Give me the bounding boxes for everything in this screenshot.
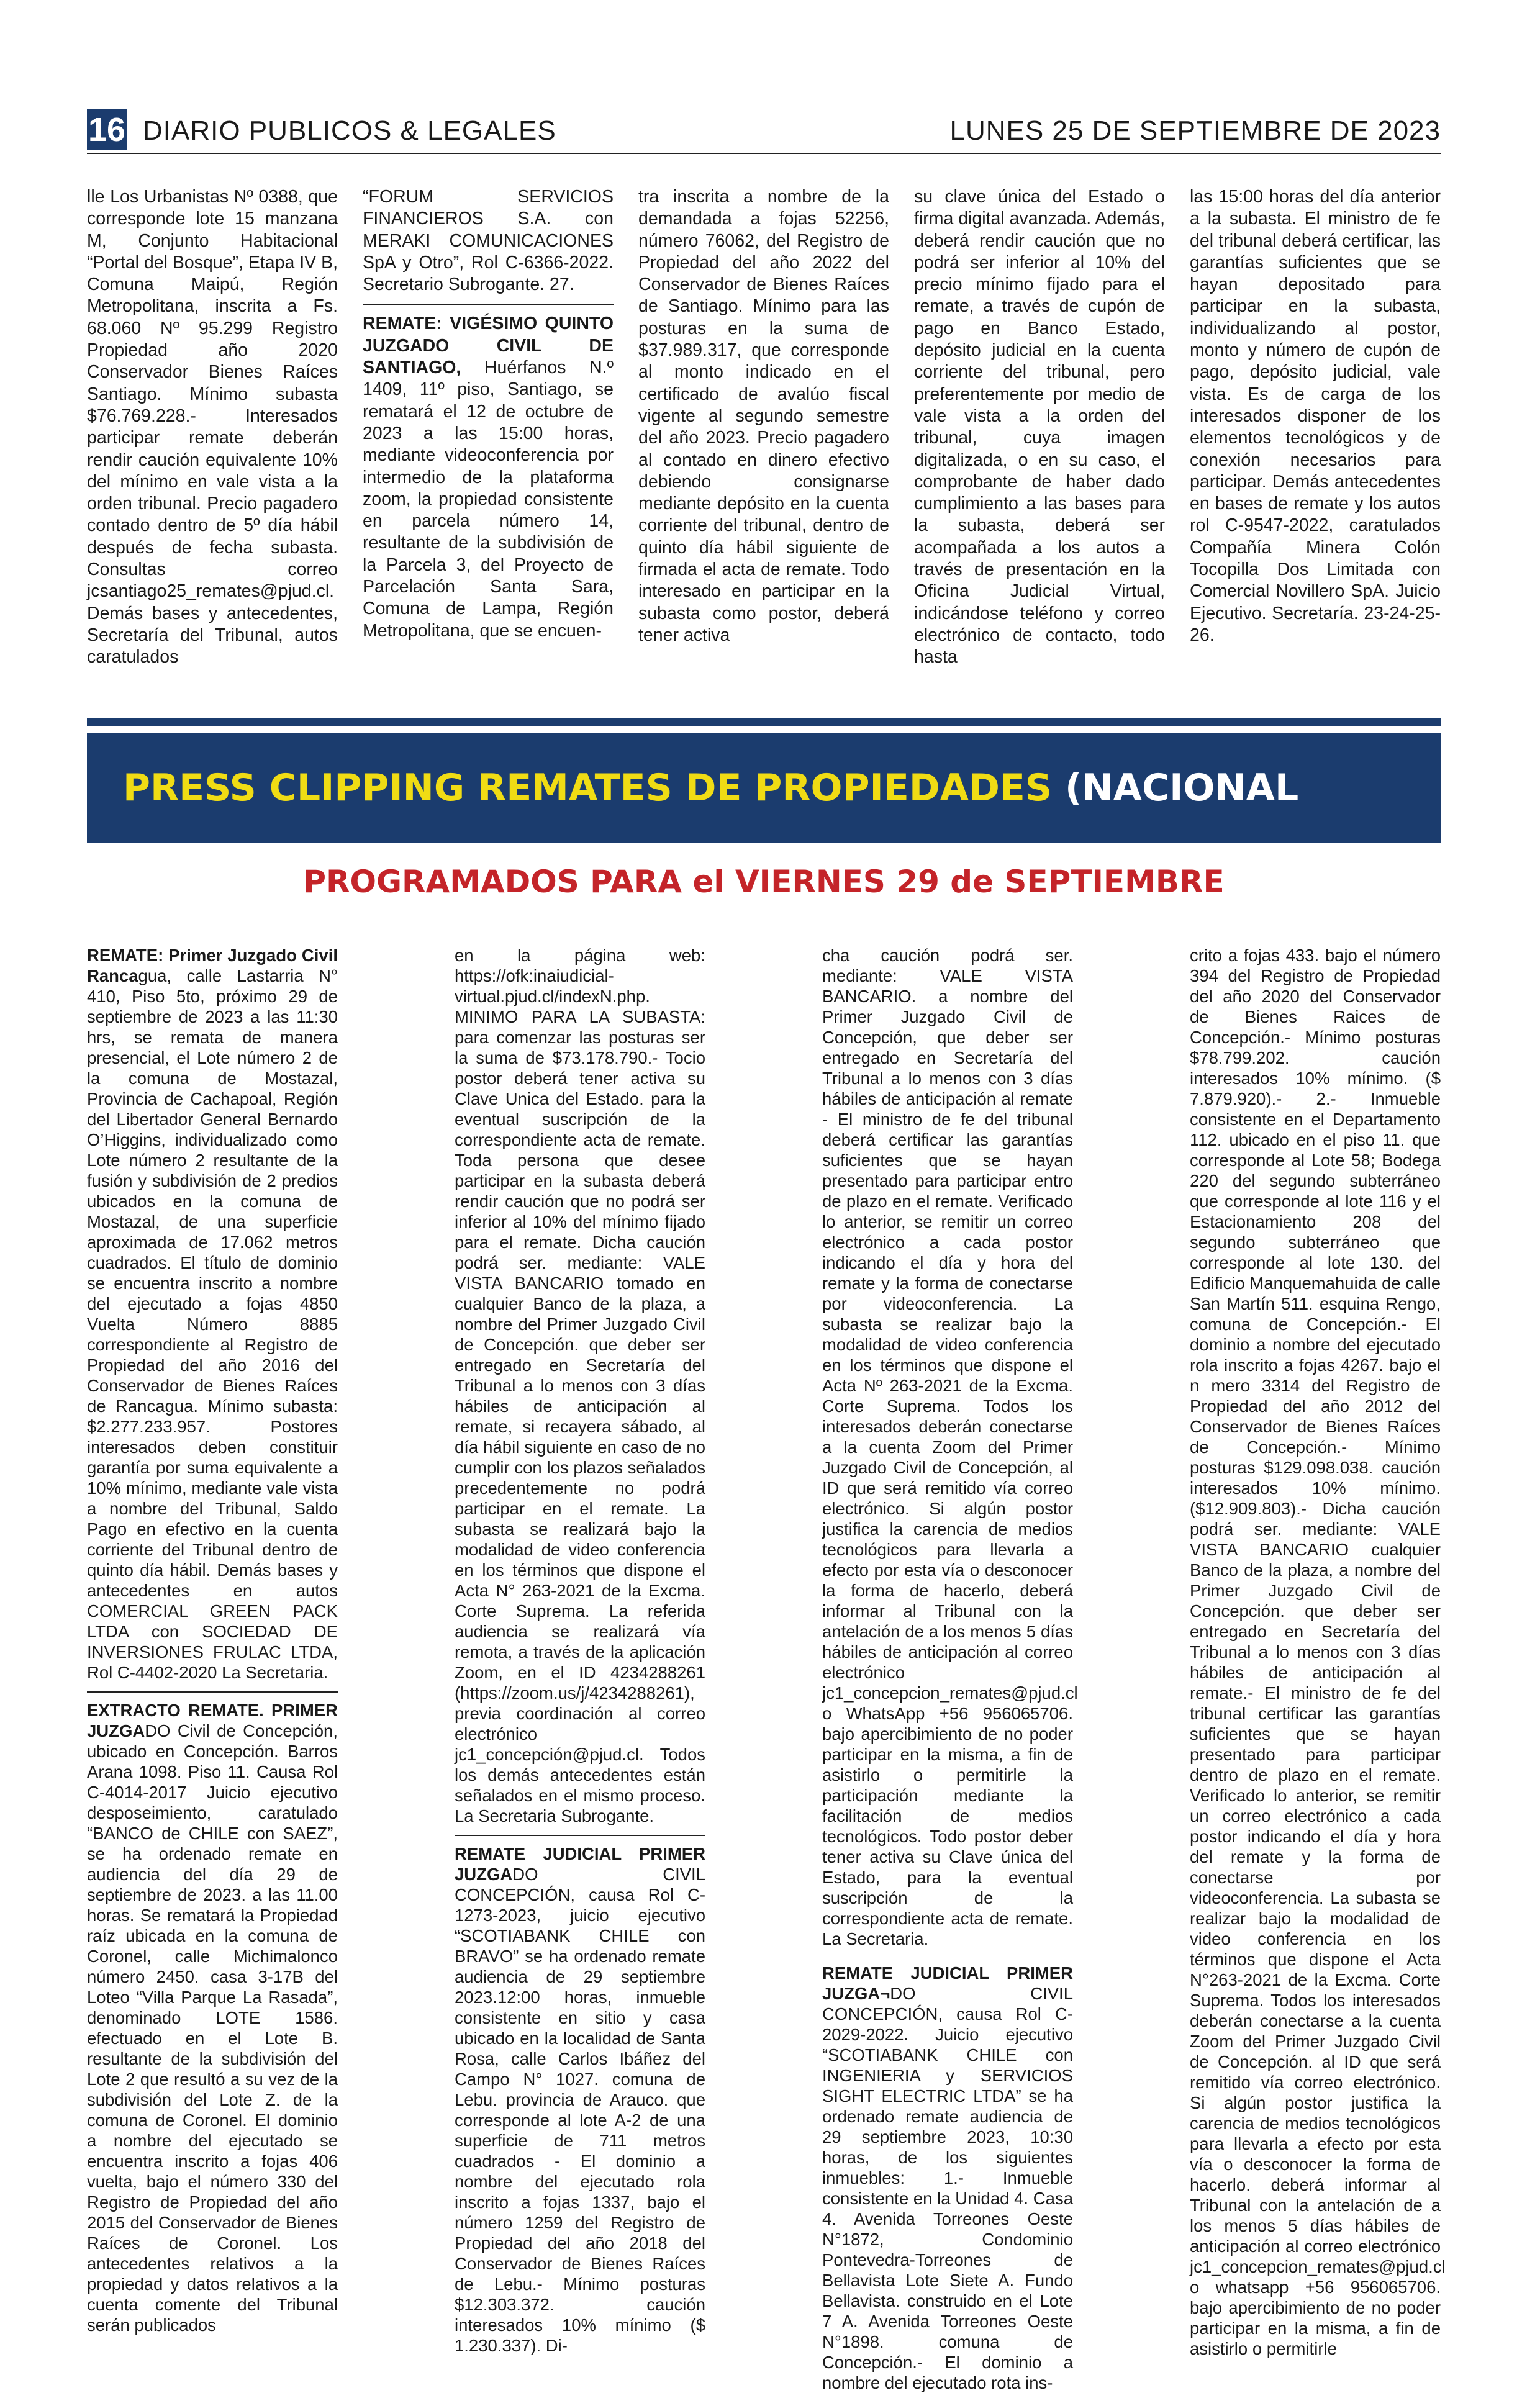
notice-body: las 15:00 horas del día anterior a la subasta. El ministro de fe del tribunal deberá certificar, las garantías suficientes que se hayan depositado para participar en la subasta, individualizando al postor, monto y número de cupón de pago, depósito judicial, vale vista. Es de carga de los interesados disponer de los elementos tecnológicos y de conexión necesarios para participar. Demás antecedentes en bases de remate y los autos rol C-9547-2022, caratulados Compañía Minera Colón Tocopilla Dos Limitada con Comercial Novillero SpA. Juicio Ejecutivo. Secretaría. 23-24-25-26. — [1190, 187, 1441, 645]
notice-body: DO Civil de Concepción, ubicado en Concepción. Barros Arana 1098. Piso 11. Causa Rol C-4014-2017 Juicio ejecutivo desposeimiento, caratulado “BANCO de CHILE con SAEZ”, se ha ordenado remate en audiencia del día 29 de septiembre de 2023. a las 11.00 horas. Se rematará la Propiedad raíz ubicada en la comuna de Coronel, calle Michimalonco número 2450. casa 3-17B del Loteo “Villa Parque La Rasada”, denominado LOTE 1586. efectuado en el Lote B. resultante de la subdivisión del Lote 2 que resultó a su vez de la subdivisión del Lote Z. de la comuna de Coronel. El dominio a nombre del ejecutado se encuentra inscrito a fojas 406 vuelta, bajo el número 330 del Registro de Propiedad del año 2015 del Conservador de Bienes Raíces de Coronel. Los antecedentes relativos a la propiedad y datos relativos a la cuenta comente del Tribunal serán publicados — [87, 1721, 338, 2335]
notice-paragraph — [914, 186, 1165, 669]
notice-lead: REMATE: VIGÉSIMO QUINTO JUZGADO CIVIL DE SANTIAGO, — [363, 314, 614, 378]
notice-body: gua, calle Lastarria N° 410, Piso 5to, próximo 29 de septiembre de 2023 a las 11:30 hrs, se remata de manera presencial, el Lote número 2 de la comuna de Mostazal, Provincia de Cachapoal, Región del Libertador General Bernardo O’Higgins, individualizado como Lote número 2 resultante de la fusión y subdivisión de 2 predios ubicados en la comuna de Mostazal, de una superficie aproximada de 17.062 metros cuadrados. El título de dominio se encuentra inscrito a nombre del ejecutado a fojas 4850 Vuelta Número 8885 correspondiente al Registro de Propiedad del año 2016 del Conservador de Bienes Raíces de Rancagua. Mínimo subasta: $2.277.233.957. Postores interesados deben constituir garantía por suma equivalente a 10% mínimo, mediante vale vista a nombre del Tribunal, Saldo Pago en efectivo en la cuenta corriente del Tribunal dentro de quinto día hábil. Demás bases y antecedentes en autos COMERCIAL GREEN PACK LTDA con SOCIEDAD DE INVERSIONES FRULAC LTDA, Rol C-4402-2020 La Secretaria. — [87, 966, 338, 1682]
text-column — [87, 186, 338, 677]
notice-lead: REMATE JUDICIAL PRIMER JUZGA — [455, 1844, 705, 1884]
section-rule — [87, 718, 1441, 726]
notice-body: DO CIVIL CONCEPCIÓN, causa Rol C-1273-2023, juicio ejecutivo “SCOTIABANK CHILE con BRAVO” se ha ordenado remate audiencia de 29 septiembre 2023.12:00 horas, inmueble consistente en sitio y casa ubicado en la localidad de Santa Rosa, calle Carlos Ibáñez del Campo N° 1027. comuna de Lebu. provincia de Arauco. que corresponde al lote A-2 de una superficie de 711 metros cuadrados - El dominio a nombre del ejecutado rola inscrito a fojas 1337, bajo el número 1259 del Registro de Propiedad del año 2018 del Conservador de Bienes Raíces de Lebu.- Mínimo posturas $12.303.372. caución interesados 10% mínimo ($ 1.230.337). Di- — [455, 1865, 705, 2355]
notice-divider — [87, 1691, 338, 1693]
text-column — [914, 186, 1165, 677]
text-column — [455, 945, 705, 2355]
notice-paragraph — [455, 945, 705, 1826]
notice-body: su clave única del Estado o firma digital avanzada. Además, deberá rendir caución que no podrá ser inferior al 10% del precio mínimo fijado para el remate, a través de cupón de pago en Banco Estado, depósito judicial en la cuenta corriente del tribunal, pero preferentemente por medio de vale vista a la orden del tribunal, cuya imagen digitalizada, o en su caso, el comprobante de haber dado cumplimiento a las bases para la subasta, deberá ser acompañada a los autos a través de presentación en la Oficina Judicial Virtual, indicándose teléfono y correo electrónico de contacto, todo hasta — [914, 187, 1165, 667]
notice-paragraph — [1190, 186, 1441, 646]
text-column — [1190, 186, 1441, 677]
notice-body: crito a fojas 433. bajo el número 394 del Registro de Propiedad del año 2020 del Conservador de Bienes Raices de Concepción.- Mínimo posturas $78.799.202. caución interesados 10% mínimo. ($ 7.879.920).- 2.- Inmueble consistente en el Departamento 112. ubicado en el piso 11. que corresponde al Lote 58; Bodega 220 del segundo subterráneo que corresponde al lote 116 y el Estacionamiento 208 del segundo subterráneo que corresponde al lote 130. del Edificio Manquemahuida de calle San Martín 511. esquina Rengo, comuna de Concepción.- El dominio a nombre del ejecutado rola inscrito a fojas 4267. bajo el n mero 3314 del Registro de Propiedad del año 2012 del Conservador de Bienes Raíces de Concepción.- Mínimo posturas $129.098.038. caución interesados 10% mínimo. ($12.909.803).- Dicha caución podrá ser. mediante: VALE VISTA BANCARIO cualquier Banco de la plaza, a nombre del Primer Juzgado Civil de Concepción. que deber ser entregado en Secretaría del Tribunal a lo menos con 3 días hábiles de anticipación al remate.- El ministro de fe del tribunal certificar las garantías suficientes que se hayan presentado para participar dentro de plazo en el remate. Verificado lo anterior, se remitir un correo electrónico a cada postor indicando el día y hora del remate y la forma de conectarse por videoconferencia. La subasta se realizar bajo la modalidad de video conferencia en los términos que dispone el Acta N°263-2021 de la Excma. Corte Suprema. Todos los interesados deberán conectarse a la cuenta Zoom del Primer Juzgado Civil de Concepción. al ID que será remitido vía correo electrónico. Si algún postor justifica la carencia de medios tecnológicos para llevarla a efecto por esta vía o desconocer la forma de hacerlo. deberá informar al Tribunal con la antelación de a los menos 5 días hábiles de anticipación al correo electrónico jc1_concepcion_remates@pjud.cl o whatsapp +56 956065706. bajo apercibimiento de no poder participar en la misma, a fin de asistirlo o permitirle — [1190, 946, 1446, 2358]
text-column — [87, 945, 338, 2335]
publication-name: DIARIO PUBLICOS & LEGALES — [143, 115, 556, 146]
notice-paragraph — [87, 186, 338, 669]
section-banner — [87, 733, 1441, 843]
notice-lead: REMATE: Primer Juzgado Civil Ranca — [87, 946, 338, 985]
section-subtitle: PROGRAMADOS PARA el VIERNES 29 de SEPTIEMBRE — [303, 864, 1225, 900]
notice-body: lle Los Urbanistas Nº 0388, que corresponde lote 15 manzana M, Conjunto Habitacional “Portal del Bosque”, Etapa IV B, Comuna Maipú, Región Metropolitana, inscrita a Fs. 68.060 Nº 95.299 Registro Propiedad año 2020 Conservador Bienes Raíces Santiago. Mínimo subasta $76.769.228.- Interesados participar remate deberán rendir caución equivalente 10% del mínimo en vale vista a la orden tribunal. Precio pagadero contado dentro de 5º día hábil después de fecha subasta. Consultas correo jcsantiago25_remates@pjud.cl. Demás bases y antecedentes, Secretaría del Tribunal, autos caratulados — [87, 187, 338, 667]
notice-divider — [455, 1835, 705, 1836]
page-number: 16 — [87, 109, 127, 150]
text-column — [822, 945, 1078, 2392]
text-column — [638, 186, 889, 677]
notice-lead: EXTRACTO REMATE. PRIMER JUZGA — [87, 1701, 338, 1740]
notice-body: tra inscrita a nombre de la demandada a fojas 52256, número 76062, del Registro de Propiedad del año 2022 del Conservador de Bienes Raíces de Santiago. Mínimo para las posturas en la suma de $37.989.317, que corresponde al monto indicado en el certificado de avalúo fiscal vigente al segundo semestre del año 2023. Precio pagadero al contado en dinero efectivo debiendo consignarse mediante depósito en la cuenta corriente del tribunal, dentro de quinto día hábil siguiente de firmada el acta de remate. Todo interesado en participar en la subasta como postor, deberá tener activa — [638, 187, 889, 645]
notice-paragraph — [455, 1843, 705, 2356]
notice-divider — [363, 304, 614, 305]
banner-title-tail: (NACIONAL — [1052, 766, 1299, 810]
notice-paragraph — [1190, 945, 1446, 2359]
notice-body: cha caución podrá ser. mediante: VALE VISTA BANCARIO. a nombre del Primer Juzgado Civil de Concepción, que deber ser entregado en Secretaría del Tribunal a lo menos con 3 días hábiles de anticipación al remate - El ministro de fe del tribunal deberá certificar las garantías suficientes que se hayan presentado para participar entro de plazo en el remate. Verificado lo anterior, se remitir un correo electrónico a cada postor indicando el día y hora del remate y la forma de conectarse por videoconferencia. La subasta se realizar bajo la modalidad de video conferencia en los términos que dispone el Acta Nº 263-2021 de la Excma. Corte Suprema. Todos los interesados deberán conectarse a la cuenta Zoom del Primer Juzgado Civil de Concepción, al ID que será remitido vía correo electrónico. Si algún postor justifica la carencia de medios tecnológicos para llevarla a efecto por esta vía o desconocer la forma de hacerlo, deberá informar al Tribunal con la antelación de a los menos 5 días hábiles de anticipación al correo electrónico jc1_concepcion_remates@pjud.cl o WhatsApp +56 956065706. bajo apercibimiento de no poder participar en la misma, a fin de asistirlo o permitirle la participación mediante la facilitación de medios tecnológicos. Todo postor deber tener activa su Clave única del Estado, para la eventual suscripción de la correspondiente acta de remate. La Secretaria. — [822, 946, 1078, 1948]
notice-paragraph — [87, 1700, 338, 2335]
notice-lead: REMATE JUDICIAL PRIMER JUZGA¬ — [822, 1963, 1073, 2003]
banner-title-main: PRESS CLIPPING REMATES DE PROPIEDADES — [123, 766, 1053, 810]
notice-body: DO CIVIL CONCEPCIÓN, causa Rol C- 2029-2022. Juicio ejecutivo “SCOTIABANK CHILE con INGENIERIA y SERVICIOS SIGHT ELECTRIC LTDA” se ha ordenado remate audiencia de 29 septiembre 2023, 10:30 horas, de los siguientes inmuebles: 1.- Inmueble consistente en la Unidad 4. Casa 4. Avenida Torreones Oeste N°1872, Condominio Pontevedra-Torreones de Bellavista Lote Siete A. Fundo Bellavista. construido en el Lote 7 A. Avenida Torreones Oeste N°1898. comuna de Concepción.- El dominio a nombre del ejecutado rota ins- — [822, 1984, 1073, 2392]
text-column — [1190, 945, 1446, 2358]
notice-paragraph — [87, 945, 338, 1683]
banner-title — [123, 733, 1298, 843]
publication-date: LUNES 25 DE SEPTIEMBRE DE 2023 — [949, 115, 1441, 146]
top-article-columns — [87, 186, 1441, 677]
text-column — [363, 186, 614, 677]
notice-paragraph — [822, 1963, 1073, 2393]
notice-body: Huérfanos N.º 1409, 11º piso, Santiago, se rematará el 12 de octubre de 2023 a las 15:00 horas, mediante videoconferencia por intermedio de la plataforma zoom, la propiedad consistente en parcela número 14, resultante de la subdivisión de la Parcela 3, del Proyecto de Parcelación Santa Sara, Comuna de Lampa, Región Metropolitana, que se encuen- — [363, 358, 614, 641]
notice-paragraph — [638, 186, 889, 646]
notice-paragraph — [363, 313, 614, 641]
page-header — [87, 109, 1441, 154]
bottom-article-columns — [87, 945, 1446, 2392]
notice-body: en la página web: https://ofk:inaiudicial-virtual.pjud.cl/indexN.php. MINIMO PARA LA SUBASTA: para comenzar las posturas ser la suma de $73.178.790.- Tocio postor deberá tener activa su Clave Unica del Estado. para la eventual suscripción de la correspondiente acta de remate. Toda persona que desee participar en la subasta deberá rendir caución que no podrá ser inferior al 10% del mínimo fijado para el remate. Dicha caución podrá ser. mediante: VALE VISTA BANCARIO tomado en cualquier Banco de la plaza, a nombre del Primer Juzgado Civil de Concepción. que deber ser entregado en Secretaría del Tribunal a lo menos con 3 días hábiles de anticipación al remate, si recayera sábado, al día hábil siguiente en caso de no cumplir con los plazos señalados precedentemente no podrá participar en el remate. La subasta se realizará bajo la modalidad de video conferencia en los términos que dispone el Acta N° 263-2021 de la Excma. Corte Suprema. La referida audiencia se realizará vía remota, a través de la aplicación Zoom, en el ID 4234288261 (https://zoom.us/j/4234288261), previa coordinación al correo electrónico jc1_concepción@pjud.cl. Todos los demás antecedentes están señalados en el mismo proceso. La Secretaria Subrogante. — [455, 946, 705, 1825]
notice-body: “FORUM SERVICIOS FINANCIEROS S.A. con MERAKI COMUNICACIONES SpA y Otro”, Rol C-6366-2022. Secretario Subrogante. 27. — [363, 187, 614, 295]
notice-paragraph — [363, 186, 614, 296]
notice-paragraph — [822, 945, 1078, 1949]
